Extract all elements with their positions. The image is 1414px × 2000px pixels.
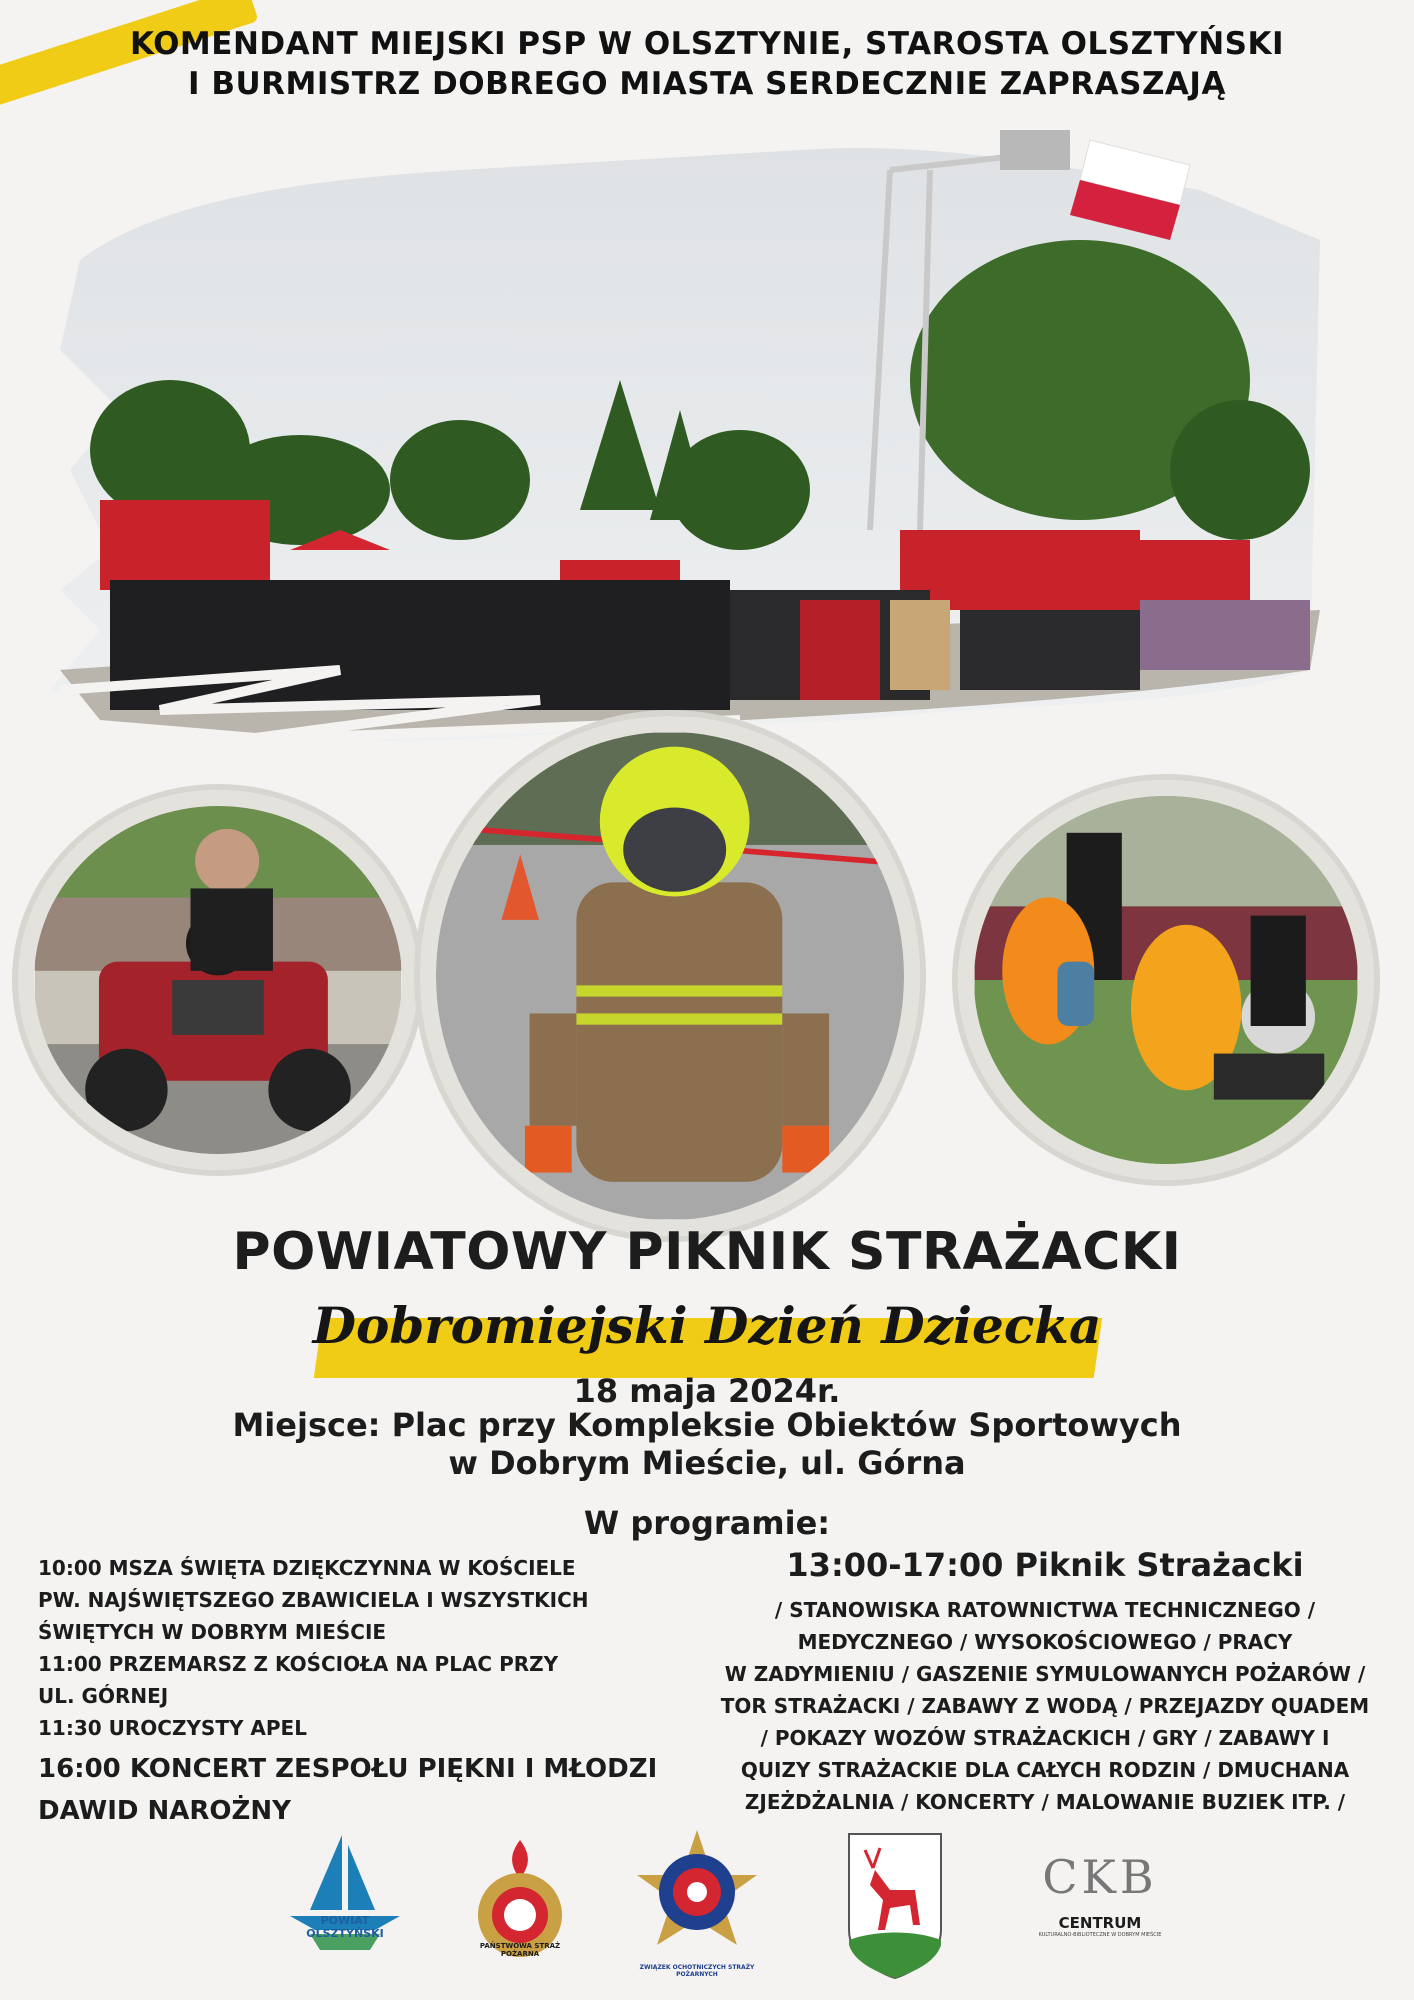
program-line: UL. GÓRNEJ <box>38 1684 169 1708</box>
program-line: ŚWIĘTYCH W DOBRYM MIEŚCIE <box>38 1620 387 1644</box>
child-firefighter-illustration <box>436 732 904 1220</box>
fire-demo-illustration <box>974 796 1358 1164</box>
osp-logo <box>632 1830 762 1980</box>
picnic-line: / STANOWISKA RATOWNICTWA TECHNICZNEGO / <box>774 1598 1316 1622</box>
morning-program <box>38 1552 698 1832</box>
powiat-logo-text: POWIAT OLSZTYŃSKI <box>280 1914 410 1940</box>
ckb-subtext: KULTURALNO-BIBLIOTECZNE W DOBRYM MIEŚCIE <box>1038 1932 1162 1938</box>
sponsor-logos <box>0 1830 1414 1990</box>
deer-shield-icon <box>845 1830 945 1980</box>
picnic-line: TOR STRAŻACKI / ZABAWY Z WODĄ / PRZEJAZDY QUADEM <box>720 1694 1370 1718</box>
program-line: 11:30 UROCZYSTY APEL <box>38 1716 307 1740</box>
place-line-1: Miejsce: Plac przy Kompleksie Obiektów Sportowych <box>232 1406 1182 1444</box>
picnic-line: QUIZY STRAŻACKIE DLA CAŁYCH RODZIN / DMUCHANA <box>740 1758 1350 1782</box>
concert-line: DAWID NAROŻNY <box>38 1796 291 1826</box>
invitation-header <box>0 24 1414 104</box>
photo-child-firefighter <box>420 716 920 1236</box>
program-line: 11:00 PRZEMARSZ Z KOŚCIOŁA NA PLAC PRZY <box>38 1652 559 1676</box>
ckb-name: CENTRUM <box>1058 1914 1142 1932</box>
event-place <box>0 1406 1414 1482</box>
picnic-program-title: 13:00-17:00 Piknik Strażacki <box>786 1546 1304 1584</box>
osp-logo-text: ZWIĄZEK OCHOTNICZYCH STRAŻY POŻARNYCH <box>639 1964 755 1978</box>
quad-illustration <box>34 806 402 1154</box>
photo-fire-demo <box>958 780 1374 1180</box>
osp-cross-icon <box>632 1830 762 1960</box>
psp-logo <box>465 1840 575 1980</box>
picnic-line: W ZADYMIENIU / GASZENIE SYMULOWANYCH POŻARÓW / <box>724 1662 1366 1686</box>
ckb-letters: CKB <box>1042 1850 1158 1904</box>
place-line-2: w Dobrym Mieście, ul. Górna <box>448 1444 966 1482</box>
hero-photo-parade <box>40 110 1340 760</box>
picnic-line: / POKAZY WOZÓW STRAŻACKICH / GRY / ZABAWY I <box>760 1726 1330 1750</box>
event-title: POWIATOWY PIKNIK STRAŻACKI <box>232 1222 1182 1282</box>
program-line: 10:00 MSZA ŚWIĘTA DZIĘKCZYNNA W KOŚCIELE <box>38 1556 576 1580</box>
photo-quad-ride <box>18 790 418 1170</box>
psp-logo-text: PAŃSTWOWA STRAŻ POŻARNA <box>479 1942 561 1958</box>
powiat-olsztynski-logo <box>280 1830 410 1990</box>
program-heading: W programie: <box>583 1504 831 1542</box>
event-date: 18 maja 2024r. <box>573 1372 841 1410</box>
concert-block <box>38 1748 698 1832</box>
header-line-2: I BURMISTRZ DOBREGO MIASTA SERDECZNIE ZAPRASZAJĄ <box>188 66 1226 102</box>
header-line-1: KOMENDANT MIEJSKI PSP W OLSZTYNIE, STAROSTA OLSZTYŃSKI <box>129 26 1285 62</box>
concert-line: 16:00 KONCERT ZESPOŁU PIĘKNI I MŁODZI <box>38 1754 658 1784</box>
picnic-program <box>700 1546 1390 1818</box>
ckb-logo <box>1030 1850 1170 1980</box>
dobre-miasto-coat-of-arms <box>845 1830 945 1980</box>
picnic-line: ZJEŻDŻALNIA / KONCERTY / MALOWANIE BUZIEK ITP. / <box>744 1790 1346 1814</box>
picnic-line: MEDYCZNEGO / WYSOKOŚCIOWEGO / PRACY <box>797 1630 1293 1654</box>
event-subtitle: Dobromiejski Dzień Dziecka <box>312 1296 1102 1355</box>
program-line: PW. NAJŚWIĘTSZEGO ZBAWICIELA I WSZYSTKICH <box>38 1588 589 1612</box>
